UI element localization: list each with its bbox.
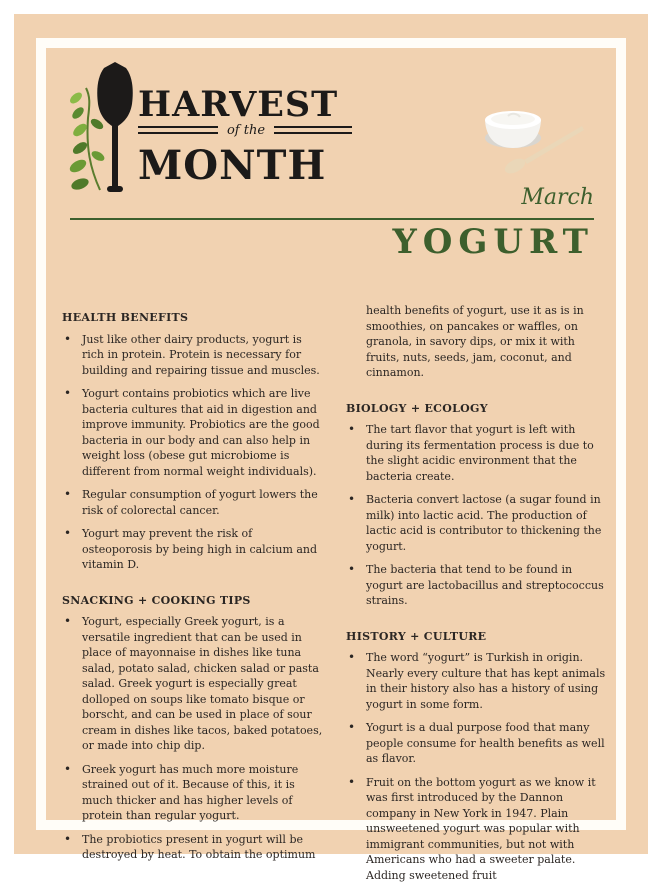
snacking-list bbox=[62, 614, 324, 863]
yogurt-bowl-icon bbox=[485, 111, 541, 148]
item-title: YOGURT bbox=[392, 222, 594, 262]
list-item: • Bacteria convert lactose (a sugar found in milk) into lactic acid. The production of lactic acid is contributor to thickening the yogurt. bbox=[346, 492, 610, 554]
health-list bbox=[62, 332, 324, 573]
list-item: • Greek yogurt has much more moisture strained out of it. Because of this, it is much thicker and has higher levels of protein than regular yogurt. bbox=[62, 762, 324, 824]
list-item: • Regular consumption of yogurt lowers the risk of colorectal cancer. bbox=[62, 487, 324, 518]
list-item: • Yogurt contains probiotics which are live bacteria cultures that aid in digestion and improve immunity. Probiotics are the good bacteria in our body and can also help in weight loss (obese gut microbiome is different from normal weight individuals). bbox=[62, 386, 324, 479]
left-column bbox=[62, 310, 324, 871]
section-title-history: HISTORY + CULTURE bbox=[346, 629, 487, 643]
header-rule bbox=[70, 218, 594, 220]
list-item: • Yogurt is a dual purpose food that many people consume for health benefits as well as flavor. bbox=[346, 720, 610, 767]
yogurt-illustration bbox=[480, 92, 590, 182]
brand-of-the bbox=[138, 122, 352, 142]
brand-harvest: HARVEST bbox=[138, 84, 339, 125]
list-item: • Just like other dairy products, yogurt is rich in protein. Protein is necessary for building and repairing tissue and muscles. bbox=[62, 332, 324, 379]
biology-list bbox=[346, 422, 610, 609]
brand-of-the-text: of the bbox=[226, 123, 266, 138]
right-column bbox=[346, 303, 610, 891]
list-item: • The word “yogurt” is Turkish in origin. Nearly every culture that has kept animals in their history also has a history of using yogurt in some form. bbox=[346, 650, 610, 712]
list-item: • Yogurt, especially Greek yogurt, is a versatile ingredient that can be used in place of mayonnaise in dishes like tuna salad, potato salad, chicken salad or pasta salad. Greek yogurt is especially great dolloped on soups like tomato bisque or borscht, and can be used in place of sour cream in dishes like tacos, baked potatoes, or made into chip dip. bbox=[62, 614, 324, 754]
list-item: • The probiotics present in yogurt will be destroyed by heat. To obtain the optimum bbox=[62, 832, 324, 863]
list-item: • The bacteria that tend to be found in yogurt are lactobacillus and streptococcus strains. bbox=[346, 562, 610, 609]
shovel-icon bbox=[60, 58, 140, 198]
list-item: • The tart flavor that yogurt is left with during its fermentation process is due to the slight acidic environment that the bacteria create. bbox=[346, 422, 610, 484]
list-item: • Yogurt may prevent the risk of osteoporosis by being high in calcium and vitamin D. bbox=[62, 526, 324, 573]
section-title-snacking: SNACKING + COOKING TIPS bbox=[62, 593, 251, 607]
history-list bbox=[346, 650, 610, 883]
month-label: March bbox=[521, 185, 594, 210]
section-title-biology: BIOLOGY + ECOLOGY bbox=[346, 401, 488, 415]
section-title-health: HEALTH BENEFITS bbox=[62, 311, 189, 324]
list-item: • Fruit on the bottom yogurt as we know it was first introduced by the Dannon company in New York in 1947. Plain unsweetened yogurt was popular with immigrant communities, but not with Americans who had a sweeter palate. Adding sweetened fruit bbox=[346, 775, 610, 884]
continued-text: health benefits of yogurt, use it as is in smoothies, on pancakes or waffles, on granola, in savory dips, or mix it with fruits, nuts, seeds, jam, coconut, and cinnamon. bbox=[366, 304, 584, 379]
brand-month: MONTH bbox=[138, 142, 327, 189]
